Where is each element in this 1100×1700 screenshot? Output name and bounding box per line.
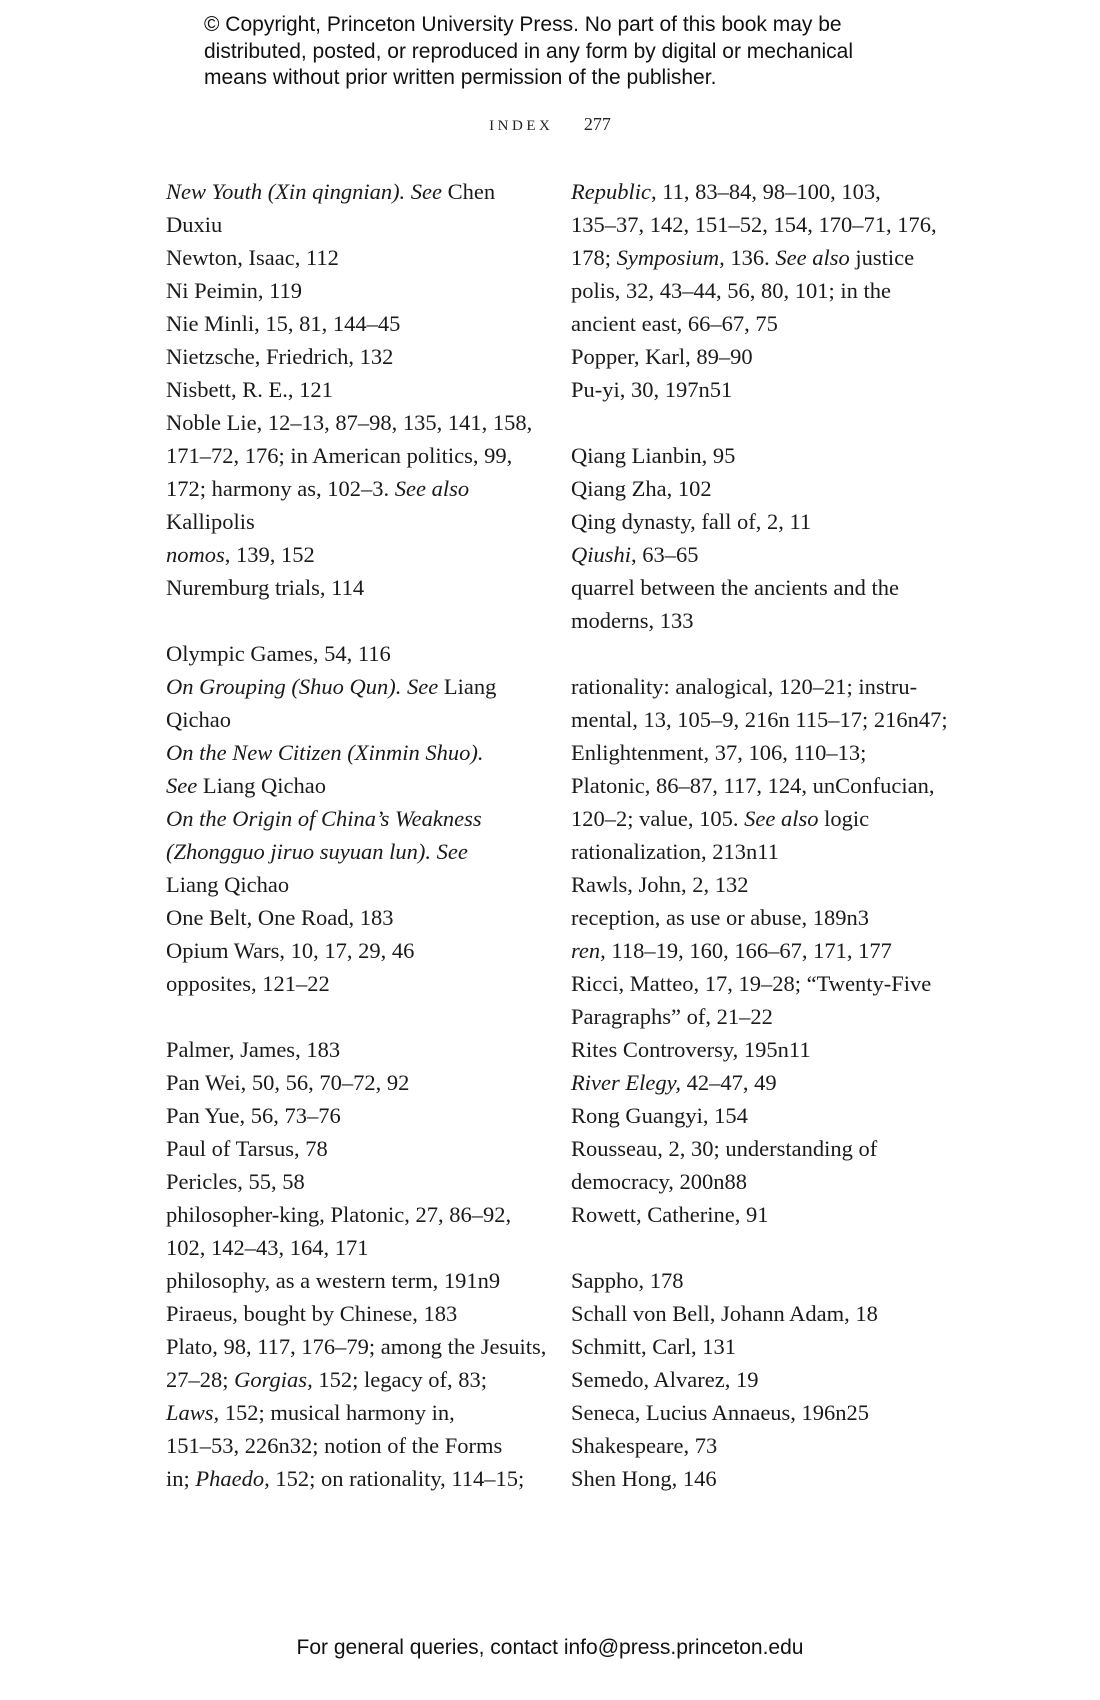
index-entry xyxy=(166,1132,561,1165)
index-entry-continuation: 27–28; Gorgias, 152; legacy of, 83; xyxy=(166,1367,488,1392)
index-entry xyxy=(166,1165,561,1198)
index-entry-line: rationalization, 213n11 xyxy=(571,839,779,864)
index-entry-line: Olympic Games, 54, 116 xyxy=(166,641,391,666)
index-entry-continuation: 178; Symposium, 136. See also justice xyxy=(571,245,915,270)
index-entry-line: Rites Controversy, 195n11 xyxy=(571,1037,811,1062)
index-entry-continuation: ancient east, 66–67, 75 xyxy=(571,311,778,336)
copyright-notice xyxy=(204,12,964,92)
index-entry xyxy=(166,274,561,307)
index-entry-line: Ricci, Matteo, 17, 19–28; “Twenty-Five xyxy=(571,971,932,996)
index-entry-line: Qing dynasty, fall of, 2, 11 xyxy=(571,509,812,534)
index-entry-line: On the Origin of China’s Weakness xyxy=(166,806,482,831)
index-entry xyxy=(166,1264,561,1297)
index-entry-line: Piraeus, bought by Chinese, 183 xyxy=(166,1301,458,1326)
running-head xyxy=(0,114,1100,135)
index-entry-line: Qiushi, 63–65 xyxy=(571,542,699,567)
index-entry-line: On Grouping (Shuo Qun). See Liang xyxy=(166,674,497,699)
index-entry-continuation: 102, 142–43, 164, 171 xyxy=(166,1235,369,1260)
index-entry xyxy=(571,1462,971,1495)
index-entry-line: Pericles, 55, 58 xyxy=(166,1169,305,1194)
index-entry-continuation: 135–37, 142, 151–52, 154, 170–71, 176, xyxy=(571,212,937,237)
index-entry-continuation: (Zhongguo jiruo suyuan lun). See xyxy=(166,839,468,864)
index-entry xyxy=(571,505,971,538)
index-entry xyxy=(571,571,971,637)
index-entry-line: Pu-yi, 30, 197n51 xyxy=(571,377,733,402)
index-entry xyxy=(166,901,561,934)
index-entry-line: Paul of Tarsus, 78 xyxy=(166,1136,328,1161)
index-entry-line: reception, as use or abuse, 189n3 xyxy=(571,905,870,930)
index-entry-line: Nuremburg trials, 114 xyxy=(166,575,365,600)
index-entry xyxy=(571,373,971,406)
index-entry-line: Qiang Zha, 102 xyxy=(571,476,712,501)
index-entry-line: philosopher-king, Platonic, 27, 86–92, xyxy=(166,1202,512,1227)
index-entry-continuation: Enlightenment, 37, 106, 110–13; xyxy=(571,740,867,765)
index-entry xyxy=(571,439,971,472)
index-entry xyxy=(166,571,561,604)
index-entry xyxy=(166,373,561,406)
index-entry xyxy=(166,1198,561,1264)
index-entry-line: On the New Citizen (Xinmin Shuo). xyxy=(166,740,484,765)
index-entry-continuation: Duxiu xyxy=(166,212,223,237)
index-entry-line: Shakespeare, 73 xyxy=(571,1433,718,1458)
index-entry-continuation: 120–2; value, 105. See also logic xyxy=(571,806,870,831)
letter-group-gap xyxy=(571,637,971,670)
index-entry-line: New Youth (Xin qingnian). See Chen xyxy=(166,179,496,204)
index-entry xyxy=(571,472,971,505)
index-entry-line: Shen Hong, 146 xyxy=(571,1466,717,1491)
copyright-line: means without prior written permission of the publisher. xyxy=(204,66,717,89)
index-entry xyxy=(166,175,561,241)
copyright-line: distributed, posted, or reproduced in any form by digital or mechanical xyxy=(204,39,854,63)
index-entry-line: Schall von Bell, Johann Adam, 18 xyxy=(571,1301,878,1326)
index-entry-line: rationality: analogical, 120–21; instru- xyxy=(571,674,918,699)
index-entry xyxy=(166,307,561,340)
index-entry xyxy=(166,1330,561,1495)
letter-group-gap xyxy=(166,604,561,637)
index-entry-continuation: See Liang Qichao xyxy=(166,773,326,798)
index-entry-line: Schmitt, Carl, 131 xyxy=(571,1334,736,1359)
index-entry-line: Nie Minli, 15, 81, 144–45 xyxy=(166,311,401,336)
index-entry-continuation: in; Phaedo, 152; on rationality, 114–15; xyxy=(166,1466,525,1491)
index-entry-continuation: Paragraphs” of, 21–22 xyxy=(571,1004,773,1029)
index-entry xyxy=(166,802,561,901)
index-entry-continuation: 172; harmony as, 102–3. See also xyxy=(166,476,470,501)
index-entry xyxy=(571,868,971,901)
index-entry xyxy=(571,1099,971,1132)
index-entry xyxy=(571,835,971,868)
index-entry xyxy=(571,1066,971,1099)
index-entry xyxy=(166,538,561,571)
index-entry-line: Ni Peimin, 119 xyxy=(166,278,303,303)
index-entry-line: Pan Wei, 50, 56, 70–72, 92 xyxy=(166,1070,410,1095)
index-entry xyxy=(571,1429,971,1462)
index-entry-line: Plato, 98, 117, 176–79; among the Jesuits, xyxy=(166,1334,547,1359)
index-entry xyxy=(166,340,561,373)
index-column-left xyxy=(166,175,561,1495)
index-entry xyxy=(571,1396,971,1429)
index-entry-line: Pan Yue, 56, 73–76 xyxy=(166,1103,341,1128)
letter-group-gap xyxy=(571,1231,971,1264)
index-entry xyxy=(166,1297,561,1330)
index-entry xyxy=(166,637,561,670)
index-entry-line: Qiang Lianbin, 95 xyxy=(571,443,736,468)
index-entry xyxy=(571,967,971,1033)
index-entry xyxy=(571,1330,971,1363)
footer-contact: For general queries, contact info@press.princeton.edu xyxy=(296,1636,804,1659)
index-entry-line: Rawls, John, 2, 132 xyxy=(571,872,749,897)
index-entry xyxy=(571,538,971,571)
index-entry xyxy=(571,934,971,967)
index-entry xyxy=(166,406,561,538)
index-entry-line: River Elegy, 42–47, 49 xyxy=(571,1070,777,1095)
index-entry xyxy=(166,670,561,736)
index-entry-line: Nisbett, R. E., 121 xyxy=(166,377,333,402)
index-entry-line: Rousseau, 2, 30; understanding of xyxy=(571,1136,878,1161)
index-entry-line: Semedo, Alvarez, 19 xyxy=(571,1367,759,1392)
index-entry-continuation: democracy, 200n88 xyxy=(571,1169,747,1194)
index-entry-continuation: Laws, 152; musical harmony in, xyxy=(166,1400,455,1425)
index-entry xyxy=(166,241,561,274)
index-entry-line: Noble Lie, 12–13, 87–98, 135, 141, 158, xyxy=(166,410,533,435)
index-entry xyxy=(571,340,971,373)
index-entry-line: ren, 118–19, 160, 166–67, 171, 177 xyxy=(571,938,892,963)
index-entry xyxy=(571,1264,971,1297)
section-title: INDEX xyxy=(489,118,554,134)
index-entry-continuation: Qichao xyxy=(166,707,231,732)
index-entry xyxy=(166,934,561,967)
index-entry-continuation: Kallipolis xyxy=(166,509,255,534)
index-entry xyxy=(166,967,561,1000)
index-entry-line: Seneca, Lucius Annaeus, 196n25 xyxy=(571,1400,870,1425)
index-entry xyxy=(571,670,971,835)
index-entry xyxy=(571,901,971,934)
index-entry-continuation: 151–53, 226n32; notion of the Forms xyxy=(166,1433,503,1458)
index-entry xyxy=(571,1297,971,1330)
index-entry xyxy=(571,274,971,340)
index-entry-continuation: moderns, 133 xyxy=(571,608,694,633)
letter-group-gap xyxy=(571,406,971,439)
index-entry-line: Opium Wars, 10, 17, 29, 46 xyxy=(166,938,415,963)
index-entry xyxy=(571,1363,971,1396)
index-entry-line: Rong Guangyi, 154 xyxy=(571,1103,748,1128)
index-entry xyxy=(571,1132,971,1198)
index-entry xyxy=(571,175,971,274)
index-entry-continuation: 171–72, 176; in American politics, 99, xyxy=(166,443,513,468)
index-entry-continuation: Republic, 11, 83–84, 98–100, 103, xyxy=(571,179,881,204)
index-entry-line: philosophy, as a western term, 191n9 xyxy=(166,1268,501,1293)
index-entry-line: Newton, Isaac, 112 xyxy=(166,245,339,270)
letter-group-gap xyxy=(166,1000,561,1033)
index-entry-line: Rowett, Catherine, 91 xyxy=(571,1202,769,1227)
index-entry xyxy=(166,1033,561,1066)
index-entry-line: Sappho, 178 xyxy=(571,1268,684,1293)
copyright-line: © Copyright, Princeton University Press. No part of this book may be xyxy=(204,13,842,36)
index-entry-line: polis, 32, 43–44, 56, 80, 101; in the xyxy=(571,278,891,303)
index-entry-line: opposites, 121–22 xyxy=(166,971,330,996)
index-entry-line: One Belt, One Road, 183 xyxy=(166,905,394,930)
index-entry-line: quarrel between the ancients and the xyxy=(571,575,899,600)
index-column-right xyxy=(571,175,971,1495)
index-entry xyxy=(166,1066,561,1099)
index-entry xyxy=(166,736,561,802)
index-entry-line: Nietzsche, Friedrich, 132 xyxy=(166,344,394,369)
index-entry xyxy=(166,1099,561,1132)
page-number: 277 xyxy=(583,114,611,134)
index-entry-line: Popper, Karl, 89–90 xyxy=(571,344,753,369)
index-entry xyxy=(571,1198,971,1231)
index-entry xyxy=(571,1033,971,1066)
index-entry-line: Palmer, James, 183 xyxy=(166,1037,341,1062)
index-entry-continuation: Liang Qichao xyxy=(166,872,290,897)
index-entry-continuation: mental, 13, 105–9, 216n 115–17; 216n47; xyxy=(571,707,948,732)
index-entry-line: nomos, 139, 152 xyxy=(166,542,315,567)
index-entry-continuation: Platonic, 86–87, 117, 124, unConfucian, xyxy=(571,773,935,798)
